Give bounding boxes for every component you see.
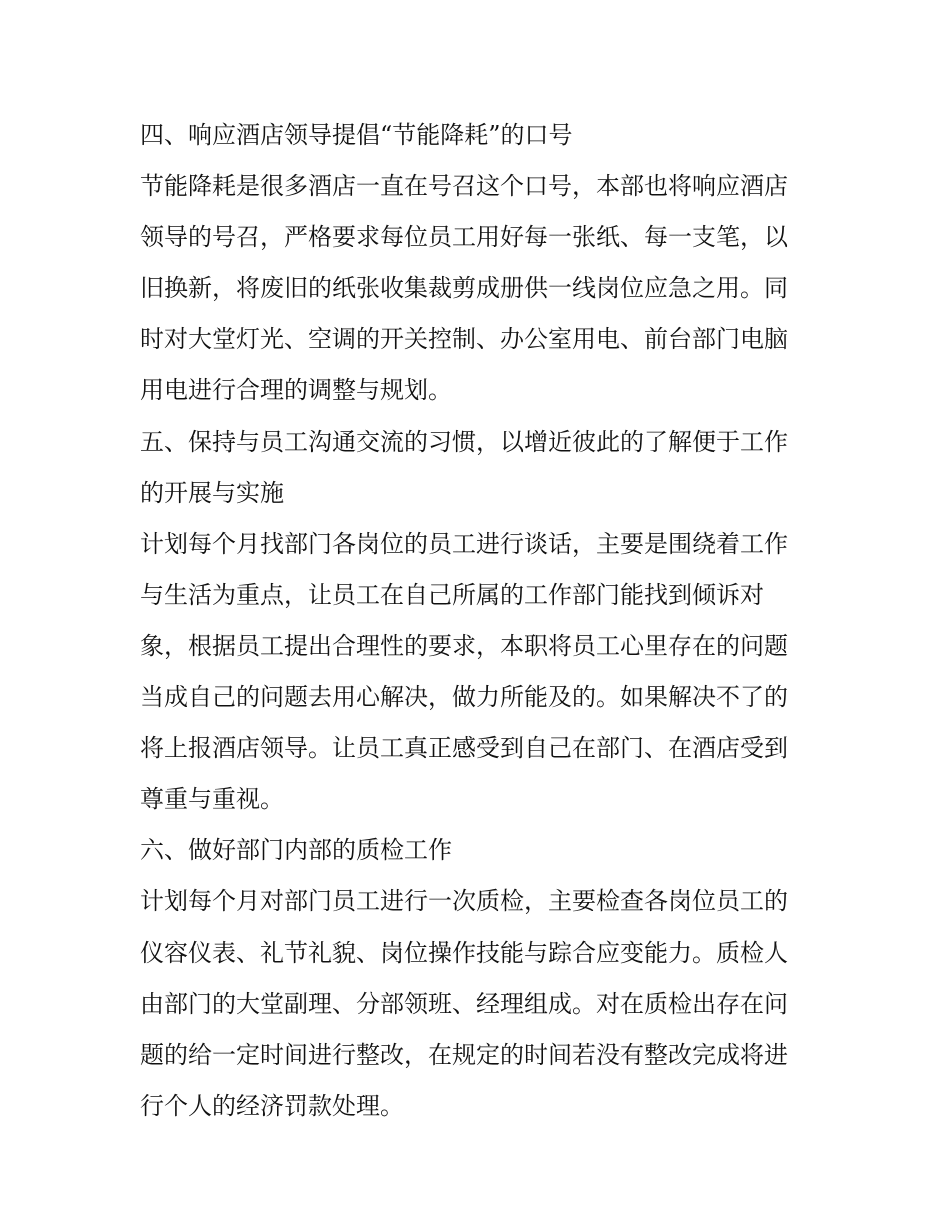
paragraph-line: 领导的号召，严格要求每位员工用好每一张纸、每一支笔，以 <box>140 223 788 252</box>
paragraph-line: 用电进行合理的调整与规划。 <box>140 376 452 405</box>
section-heading-5-cont: 的开展与实施 <box>140 478 284 507</box>
paragraph-line: 行个人的经济罚款处理。 <box>140 1091 404 1120</box>
paragraph-line: 题的给一定时间进行整改，在规定的时间若没有整改完成将进 <box>140 1040 788 1069</box>
paragraph-line: 将上报酒店领导。让员工真正感受到自己在部门、在酒店受到 <box>140 734 788 763</box>
paragraph-line: 仪容仪表、礼节礼貌、岗位操作技能与踪合应变能力。质检人 <box>140 938 788 967</box>
paragraph-line: 计划每个月找部门各岗位的员工进行谈话，主要是围绕着工作 <box>140 529 788 558</box>
paragraph-line: 旧换新，将废旧的纸张收集裁剪成册供一线岗位应急之用。同 <box>140 274 788 303</box>
section-heading-5: 五、保持与员工沟通交流的习惯，以增近彼此的了解便于工作 <box>140 427 788 456</box>
paragraph-line: 当成自己的问题去用心解决，做力所能及的。如果解决不了的 <box>140 683 788 712</box>
paragraph-line: 尊重与重视。 <box>140 785 284 814</box>
paragraph-line: 计划每个月对部门员工进行一次质检，主要检查各岗位员工的 <box>140 887 788 916</box>
section-heading-4: 四、响应酒店领导提倡“节能降耗”的口号 <box>140 121 573 149</box>
paragraph-line: 象，根据员工提出合理性的要求，本职将员工心里存在的问题 <box>140 631 788 660</box>
paragraph-line: 与生活为重点，让员工在自己所属的工作部门能找到倾诉对 <box>140 580 764 609</box>
section-heading-6: 六、做好部门内部的质检工作 <box>140 836 452 865</box>
document-body <box>140 110 820 1132</box>
paragraph-line: 由部门的大堂副理、分部领班、经理组成。对在质检出存在问 <box>140 989 788 1018</box>
paragraph-line: 节能降耗是很多酒店一直在号召这个口号，本部也将响应酒店 <box>140 172 788 201</box>
paragraph-line: 时对大堂灯光、空调的开关控制、办公室用电、前台部门电脑 <box>140 325 788 354</box>
